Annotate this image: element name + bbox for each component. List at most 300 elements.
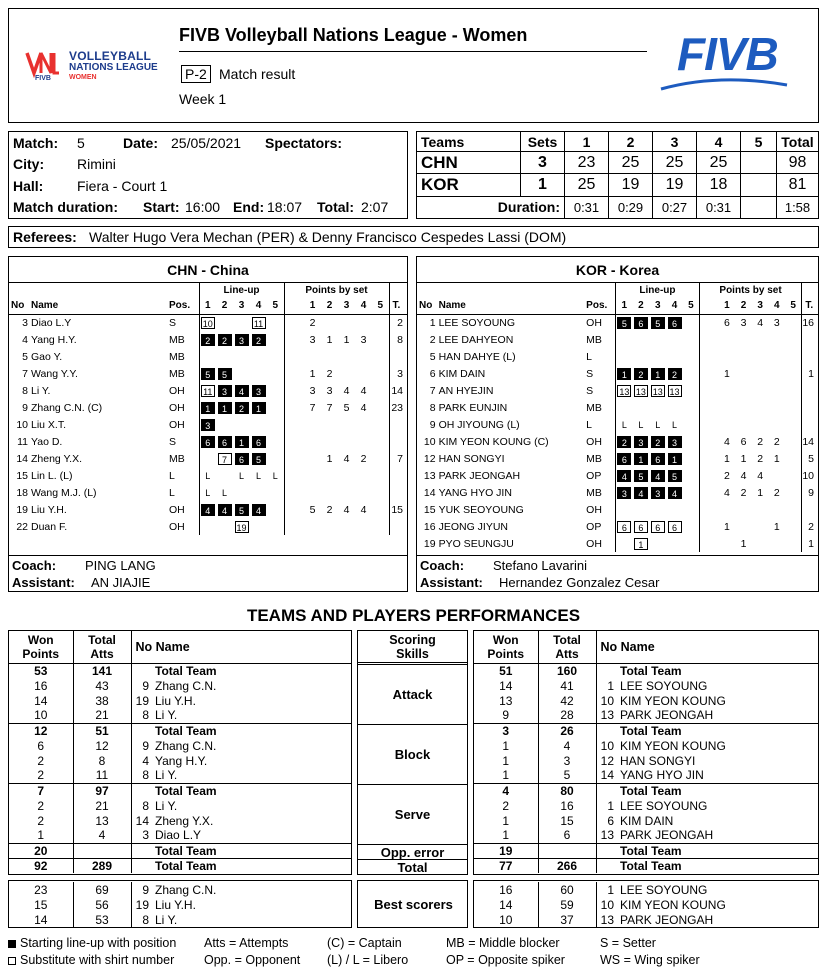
assistant-label: Assistant: (420, 575, 483, 590)
perf-player-name: Diao L.Y (155, 828, 202, 843)
player-number: 14 (16, 452, 28, 465)
doc-title: Match result (219, 66, 296, 82)
set-points: 2 (326, 503, 333, 516)
perf-player-name: LEE SOYOUNG (620, 678, 708, 693)
lineup-cell (233, 501, 250, 518)
score-sets-kor: 1 (521, 174, 565, 196)
player-row[interactable] (9, 450, 407, 467)
points-spacer (699, 467, 718, 484)
player-name: Liu Y.H. (31, 503, 67, 516)
starting-position: 5 (252, 453, 266, 465)
player-name: Diao L.Y (31, 316, 72, 329)
perf-player-number (131, 843, 151, 858)
total-atts: 4 (538, 738, 596, 753)
lineup-cell (233, 314, 250, 331)
total-atts: 11 (73, 768, 131, 783)
points-spacer (699, 518, 718, 535)
won-points: 14 (34, 693, 48, 708)
set-points (752, 348, 769, 365)
set-points (372, 365, 389, 382)
starting-position: 3 (617, 487, 631, 499)
perf-player-number: 14 (596, 768, 616, 783)
starting-position: 3 (651, 487, 665, 499)
player-total-points: 3 (389, 365, 407, 382)
won-points: 1 (502, 768, 510, 783)
perf-player-number: 14 (131, 813, 151, 828)
player-row[interactable] (9, 518, 407, 535)
player-name: AN HYEJIN (438, 384, 494, 397)
points-spacer (284, 297, 304, 314)
points-header: Points by set (699, 283, 802, 297)
roster-table (9, 283, 407, 535)
set-points (768, 399, 785, 416)
won-points: 6 (37, 738, 45, 753)
player-row[interactable] (9, 501, 407, 518)
player-number: 9 (429, 418, 436, 431)
player-row[interactable] (9, 416, 407, 433)
lineup-cell (267, 365, 284, 382)
coach-section (9, 555, 407, 591)
set-points (768, 501, 785, 518)
total-atts (538, 843, 596, 858)
points-spacer (284, 348, 304, 365)
player-row[interactable] (9, 348, 407, 365)
set-points (785, 467, 802, 484)
points-label: Points (487, 646, 525, 661)
set-points (752, 535, 769, 552)
col-pos: Pos. (169, 299, 191, 311)
set-points (372, 314, 389, 331)
lineup-cell (199, 399, 216, 416)
player-row[interactable] (417, 416, 818, 433)
lineup-set-num: 4 (671, 299, 678, 311)
start-time: 16:00 (185, 199, 221, 215)
starting-position: 5 (651, 317, 665, 329)
perf-player-name: KIM DAIN (620, 813, 674, 828)
col-total: T. (802, 297, 818, 314)
roster-header-row (417, 283, 818, 297)
total-atts: 15 (538, 813, 596, 828)
lineup-cell (633, 484, 650, 501)
points-spacer (699, 297, 718, 314)
roster-header-row (417, 297, 818, 314)
skill-attack: Attack (358, 664, 467, 724)
scoring-label: Scoring (389, 633, 436, 647)
total-atts: 51 (73, 723, 131, 738)
best-scorer-row (9, 912, 351, 927)
player-row[interactable] (9, 484, 407, 501)
won-points: 16 (499, 882, 513, 897)
coach-label: Coach: (12, 558, 57, 573)
player-row[interactable] (417, 518, 818, 535)
perf-player-name: Total Team (620, 723, 682, 738)
won-points: 1 (502, 813, 510, 828)
lineup-cell (250, 314, 267, 331)
starting-position: 6 (218, 436, 232, 448)
perf-player-number: 9 (131, 678, 151, 693)
lineup-cell (616, 365, 633, 382)
lineup-cell (649, 518, 666, 535)
set-points: 2 (723, 469, 730, 482)
starting-position: 2 (201, 334, 215, 346)
player-row[interactable] (417, 535, 818, 552)
lineup-cell (250, 416, 267, 433)
total-atts: 16 (538, 798, 596, 813)
player-position: OH (169, 520, 185, 533)
player-row[interactable] (417, 314, 818, 331)
perf-total-row (474, 783, 818, 798)
starting-position: 6 (651, 453, 665, 465)
perf-left-box (8, 630, 352, 875)
lineup-cell (666, 501, 683, 518)
perf-player-number: 3 (131, 828, 151, 843)
set-points (321, 484, 338, 501)
match-info-box (8, 131, 408, 219)
won-points: 10 (499, 912, 513, 927)
set-points (752, 399, 769, 416)
set-points (355, 416, 372, 433)
perf-player-name: KIM YEON KOUNG (620, 693, 726, 708)
logo-line1: VOLLEYBALL (69, 49, 151, 63)
won-points: 51 (499, 663, 513, 678)
player-name: Wang Y.Y. (31, 367, 78, 380)
lineup-cell (199, 450, 216, 467)
player-number: 10 (16, 418, 28, 431)
perf-player-number: 10 (596, 738, 616, 753)
player-row[interactable] (9, 433, 407, 450)
perf-player-row (9, 768, 351, 783)
player-position: S (586, 367, 594, 380)
player-row[interactable] (417, 365, 818, 382)
lineup-cell (649, 501, 666, 518)
won-points: 14 (34, 912, 48, 927)
score-table (416, 131, 819, 219)
legend-starting-icon (8, 940, 16, 948)
lineup-cell (666, 348, 683, 365)
lineup-cell (616, 416, 633, 433)
atts-label: Atts (90, 646, 114, 661)
won-points: 2 (37, 768, 45, 783)
lineup-cell (250, 382, 267, 399)
player-position: L (169, 486, 175, 499)
won-points-header (474, 631, 538, 663)
set-points (355, 484, 372, 501)
set-points (785, 535, 802, 552)
legend-starting: Starting line-up with position (20, 936, 177, 950)
set-points (372, 484, 389, 501)
perf-player-number: 8 (131, 912, 151, 927)
performance-table (9, 631, 351, 873)
lineup-cell (216, 467, 233, 484)
set-points (372, 450, 389, 467)
starting-position: 6 (617, 453, 631, 465)
player-row[interactable] (9, 382, 407, 399)
lineup-cell (267, 467, 284, 484)
legend (8, 936, 819, 972)
points-spacer (699, 348, 718, 365)
won-points: 1 (37, 828, 45, 843)
lineup-cell (216, 433, 233, 450)
player-number: 11 (17, 435, 28, 448)
set-points (752, 501, 769, 518)
perf-player-row (9, 708, 351, 723)
player-total-points: 16 (802, 314, 818, 331)
player-row[interactable] (417, 331, 818, 348)
total-atts: 26 (538, 723, 596, 738)
player-name: YANG HYO JIN (438, 486, 512, 499)
lineup-cell (683, 433, 699, 450)
points-set-num: 1 (309, 299, 316, 311)
lineup-cell (250, 501, 267, 518)
player-total-points (802, 331, 818, 348)
set-points: 3 (309, 384, 316, 397)
duration-set1: 0:31 (565, 196, 609, 218)
player-row[interactable] (9, 365, 407, 382)
libero-mark: L (238, 470, 244, 481)
set-points: 4 (360, 401, 367, 414)
lineup-set-num: 3 (238, 299, 245, 311)
player-position: OH (169, 503, 185, 516)
starting-position: 6 (201, 436, 215, 448)
player-total-points: 8 (389, 331, 407, 348)
scores-header-set2: 2 (609, 132, 653, 152)
player-number: 14 (423, 486, 436, 499)
team-panel-chn (8, 256, 408, 592)
player-number: 2 (429, 333, 436, 346)
total-atts: 4 (73, 828, 131, 843)
set-points (372, 348, 389, 365)
perf-player-number (596, 663, 616, 678)
set-points: 1 (723, 367, 730, 380)
perf-player-number: 8 (131, 798, 151, 813)
score-total-kor: 81 (777, 174, 819, 196)
substitute-number: 6 (634, 521, 648, 533)
title-underline (179, 51, 647, 52)
total-atts: 6 (538, 828, 596, 843)
player-name: Li Y. (31, 384, 51, 397)
set-points (719, 501, 736, 518)
perf-opp-row (474, 843, 818, 858)
set-points (372, 331, 389, 348)
player-total-points (389, 518, 407, 535)
lineup-cell (633, 518, 650, 535)
perf-total-row (474, 723, 818, 738)
player-row[interactable] (417, 450, 818, 467)
points-label: Points (22, 646, 60, 661)
set-points (338, 416, 355, 433)
player-position: MB (169, 367, 185, 380)
lineup-cell (616, 484, 633, 501)
set-points (785, 314, 802, 331)
player-row[interactable] (9, 314, 407, 331)
lineup-cell (683, 314, 699, 331)
set-points (372, 416, 389, 433)
perf-player-name: Total Team (155, 663, 217, 678)
substitute-number: 13 (669, 386, 680, 397)
perf-player-number: 12 (596, 753, 616, 768)
player-name: Zhang C.N. (C) (31, 401, 103, 414)
col-name: Name (31, 299, 59, 311)
player-row[interactable] (417, 501, 818, 518)
points-spacer (699, 501, 718, 518)
legend-captain: (C) = Captain (327, 936, 402, 950)
match-label: Match: (13, 135, 59, 151)
won-points: 20 (34, 843, 48, 858)
won-points: 2 (37, 798, 45, 813)
skill-block: Block (358, 724, 467, 784)
player-row[interactable] (417, 399, 818, 416)
best-scorers-table (474, 882, 818, 927)
set-points (719, 348, 736, 365)
player-row[interactable] (417, 433, 818, 450)
points-spacer (284, 484, 304, 501)
perf-player-row (474, 768, 818, 783)
lineup-cell (616, 433, 633, 450)
set-points: 6 (723, 316, 730, 329)
points-spacer (699, 365, 718, 382)
score-team-chn: CHN (417, 152, 521, 174)
lineup-cell (649, 365, 666, 382)
perf-player-row (474, 708, 818, 723)
duration-label: Match duration: (13, 199, 118, 215)
set-points: 4 (740, 469, 747, 482)
player-total-points: 10 (802, 467, 818, 484)
won-points: 53 (34, 663, 48, 678)
points-spacer (699, 382, 718, 399)
player-row[interactable] (417, 382, 818, 399)
player-row[interactable] (9, 399, 407, 416)
no-name-header: No Name (596, 631, 818, 663)
substitute-number: 19 (236, 522, 247, 533)
set-points (735, 501, 752, 518)
best-scorer-row (9, 897, 351, 912)
set-points (372, 467, 389, 484)
libero-mark: L (205, 487, 211, 498)
perf-player-name: Total Team (620, 843, 682, 858)
set-points (735, 348, 752, 365)
team-table-container (9, 257, 407, 535)
player-name: Wang M.J. (L) (31, 486, 97, 499)
perf-player-name: Zhang C.N. (155, 882, 217, 897)
total-atts: 97 (73, 783, 131, 798)
total-atts: 8 (73, 753, 131, 768)
total-atts: 41 (538, 678, 596, 693)
total-time: 2:07 (361, 199, 389, 215)
player-row[interactable] (417, 348, 818, 365)
player-name: LEE SOYOUNG (438, 316, 516, 329)
lineup-cell (267, 518, 284, 535)
duration-set2: 0:29 (609, 196, 653, 218)
best-scorers-table (9, 882, 351, 927)
starting-position: 3 (634, 436, 648, 448)
set-points (768, 382, 785, 399)
starting-position: 1 (218, 402, 232, 414)
lineup-cell (649, 433, 666, 450)
lineup-cell (250, 518, 267, 535)
duration-set3: 0:27 (653, 196, 697, 218)
starting-position: 6 (668, 317, 682, 329)
duration-row-label: Duration: (417, 196, 565, 218)
player-row[interactable] (417, 484, 818, 501)
lineup-cell (666, 331, 683, 348)
referees-text: Walter Hugo Vera Mechan (PER) & Denny Francisco Cespedes Lassi (DOM) (89, 229, 567, 245)
starting-position: 4 (252, 504, 266, 516)
player-number: 3 (22, 316, 28, 329)
player-total-points (802, 382, 818, 399)
set-points (321, 416, 338, 433)
hall: Fiera - Court 1 (77, 178, 168, 194)
skills-label: Skills (396, 647, 429, 661)
team-title: CHN - China (9, 257, 407, 283)
libero-mark: L (205, 470, 211, 481)
set-points: 4 (757, 316, 764, 329)
lineup-set-num: 3 (654, 299, 661, 311)
points-spacer (699, 484, 718, 501)
lineup-cell (633, 416, 650, 433)
perf-total-row (9, 858, 351, 873)
player-row[interactable] (9, 331, 407, 348)
libero-mark: L (638, 419, 644, 430)
set-points (304, 416, 321, 433)
total-atts: 3 (538, 753, 596, 768)
set-points (355, 518, 372, 535)
perf-right-box (473, 630, 819, 875)
score-set5-chn (741, 152, 777, 174)
player-total-points: 2 (389, 314, 407, 331)
fivb-swoosh-icon (659, 75, 789, 91)
page-title: FIVB Volleyball Nations League - Women (179, 25, 528, 45)
player-position: L (586, 418, 593, 431)
perf-player-number (131, 663, 151, 678)
match-date: 25/05/2021 (171, 135, 242, 151)
performances-title: TEAMS AND PLAYERS PERFORMANCES (246, 606, 581, 625)
lineup-cell (216, 331, 233, 348)
perf-player-name: Li Y. (155, 768, 178, 783)
player-name: LEE DAHYEON (438, 333, 514, 346)
starting-position: 4 (218, 504, 232, 516)
points-set-num: 2 (326, 299, 333, 311)
lineup-cell (250, 331, 267, 348)
set-points: 1 (740, 452, 747, 465)
perf-opp-row (9, 843, 351, 858)
points-spacer (284, 365, 304, 382)
player-number: 15 (16, 469, 28, 482)
player-row[interactable] (417, 467, 818, 484)
legend-ws: WS = Wing spiker (600, 953, 700, 967)
lineup-cell (233, 450, 250, 467)
lineup-cell (649, 331, 666, 348)
perf-player-name: Liu Y.H. (155, 693, 196, 708)
starting-position: 4 (201, 504, 215, 516)
total-atts: 141 (73, 663, 131, 678)
player-number: 19 (423, 537, 436, 550)
set-points (735, 382, 752, 399)
lineup-cell (633, 399, 650, 416)
player-row[interactable] (9, 467, 407, 484)
starting-position: 4 (617, 470, 631, 482)
player-number: 12 (423, 452, 436, 465)
assistant-name: Hernandez Gonzalez Cesar (499, 575, 660, 590)
col-name: Name (438, 299, 466, 311)
set-points: 2 (757, 452, 764, 465)
set-points (304, 484, 321, 501)
legend-libero: (L) / L = Libero (327, 953, 409, 967)
won-points: 1 (502, 828, 510, 843)
logo-line2: NATIONS LEAGUE (69, 62, 158, 73)
best-scorer-row (474, 912, 818, 927)
substitute-number: 13 (619, 386, 630, 397)
roster-header-spacer-t (389, 283, 407, 297)
